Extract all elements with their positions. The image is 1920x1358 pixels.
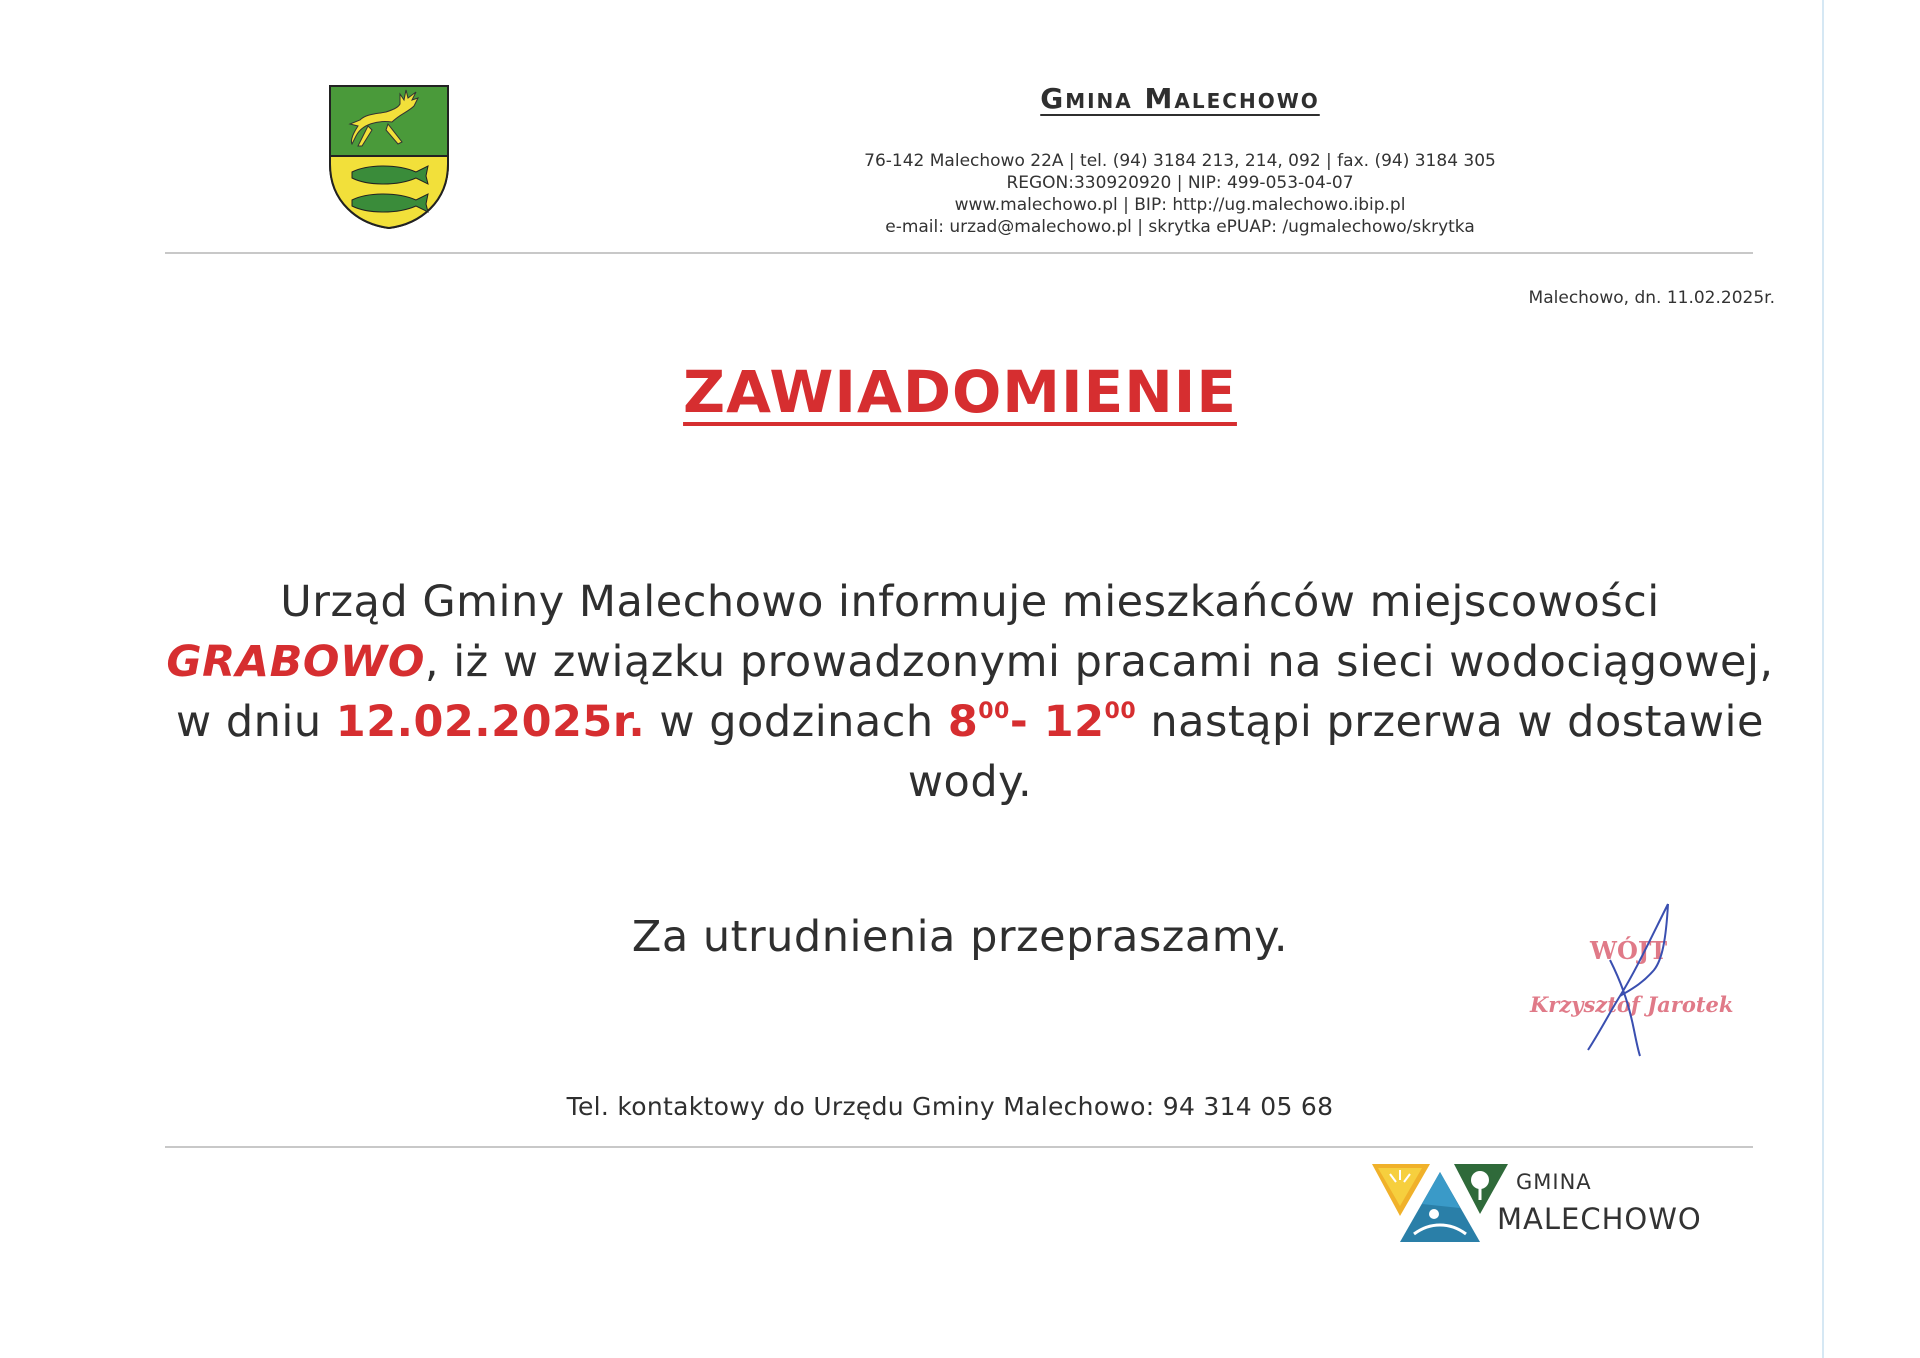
contact-phone: Tel. kontaktowy do Urzędu Gminy Malechowo: 94 314 05 68 [566,1092,1334,1121]
municipal-crest-icon [328,84,450,230]
village-name: GRABOWO [166,637,425,687]
registry-line: REGON:330920920 | NIP: 499-053-04-07 [1006,173,1354,193]
gmina-logo-icon [1370,1156,1510,1242]
body-intro: Urząd Gminy Malechowo informuje mieszkańców miejscowości [280,577,1660,627]
document-heading: ZAWIADOMIENIE [683,358,1237,426]
stamp-name: Krzysztof Jarotek [1530,992,1734,1017]
hour-to-minutes: 00 [1104,699,1137,724]
logo-text-malechowo: MALECHOWO [1497,1202,1702,1236]
address-line: 76-142 Malechowo 22A | tel. (94) 3184 213, 214, 092 | fax. (94) 3184 305 [864,151,1496,171]
outage-hours [948,697,1136,747]
footer-divider [165,1146,1753,1148]
notice-body [160,572,1780,812]
logo-text-gmina: GMINA [1516,1170,1592,1194]
body-hours-label: w godzinach [659,697,934,747]
email-line: e-mail: urzad@malechowo.pl | skrytka ePUAP: /ugmalechowo/skrytka [885,217,1475,237]
address-block [780,150,1580,238]
outage-date: 12.02.2025r. [335,697,646,747]
handwritten-signature-icon [1550,900,1690,1060]
document-date: Malechowo, dn. 11.02.2025r. [1528,288,1775,308]
hour-to: 12 [1043,697,1105,747]
stamp-title: WÓJT [1590,936,1668,965]
body-ending: nastąpi przerwa w dostawie wody. [907,697,1764,807]
apology-text: Za utrudnienia przepraszamy. [631,912,1289,962]
page-edge-line [1822,0,1824,1358]
hour-from: 8 [947,697,979,747]
header-divider [165,252,1753,254]
hours-dash: - [1009,697,1044,747]
body-middle: , iż w związku prowadzonymi pracami na sieci wodociągowej, w dniu [176,637,1774,747]
hour-from-minutes: 00 [978,699,1010,724]
organization-title: Gmina Malechowo [1040,82,1320,115]
website-line: www.malechowo.pl | BIP: http://ug.malechowo.ibip.pl [954,195,1406,215]
